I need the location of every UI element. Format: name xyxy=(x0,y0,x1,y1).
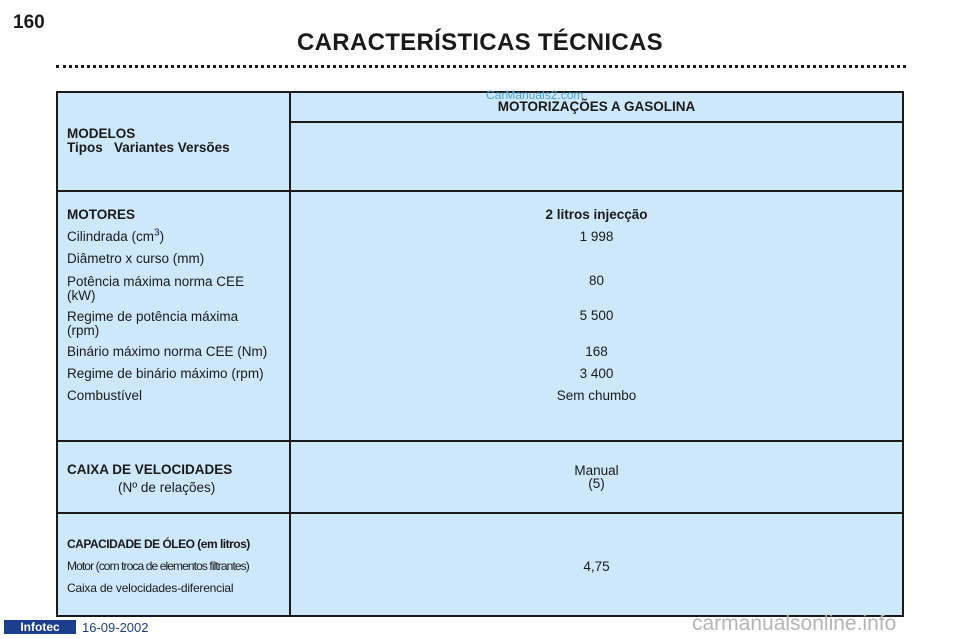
value-cilindrada: 1 998 xyxy=(579,229,614,244)
value-regime-binario: 3 400 xyxy=(579,366,614,381)
value-oleo: 4,75 xyxy=(583,559,610,574)
section-divider xyxy=(58,190,902,192)
footer-date: 16-09-2002 xyxy=(82,620,149,635)
caixa-title: CAIXA DE VELOCIDADES xyxy=(67,462,233,477)
watermark-top: CarManuals2.com xyxy=(486,88,584,102)
label-potencia-unit: (kW) xyxy=(67,288,96,303)
motores-title: MOTORES xyxy=(67,207,136,222)
label-binario: Binário máximo norma CEE (Nm) xyxy=(67,344,268,359)
label-oleo-motor: Motor (com troca de elementos filtrantes) xyxy=(67,559,249,573)
oleo-title: CAPACIDADE DE ÓLEO (em litros) xyxy=(67,537,250,551)
label-oleo-caixa: Caixa de velocidades-diferencial xyxy=(67,581,234,595)
label-potencia: Potência máxima norma CEE xyxy=(67,274,245,289)
modelos-subtitle: Tipos Variantes Versões xyxy=(67,140,230,155)
label-regime-binario: Regime de binário máximo (rpm) xyxy=(67,366,264,381)
page-number: 160 xyxy=(13,12,45,33)
label-diametro: Diâmetro x curso (mm) xyxy=(67,251,205,266)
header-gasoline-engines: MOTORIZAÇÕES A GASOLINA xyxy=(497,99,696,114)
section-divider xyxy=(58,440,902,442)
label-combustivel: Combustível xyxy=(67,388,143,403)
modelos-title: MODELOS xyxy=(67,126,136,141)
page-title: CARACTERÍSTICAS TÉCNICAS xyxy=(297,29,663,56)
value-combustivel: Sem chumbo xyxy=(556,388,637,403)
label-regime-potencia-unit: (rpm) xyxy=(67,323,100,338)
infotec-logo: Infotec xyxy=(4,620,76,634)
section-divider xyxy=(58,512,902,514)
value-binario: 168 xyxy=(585,344,608,359)
spec-table xyxy=(56,91,904,617)
dotted-divider xyxy=(56,65,906,68)
value-caixa-tipo: Manual xyxy=(574,463,619,478)
engine-name: 2 litros injecção xyxy=(545,207,648,222)
header-divider xyxy=(289,121,902,123)
caixa-subtitle: (Nº de relações) xyxy=(118,480,216,495)
value-caixa-relacoes: (5) xyxy=(588,476,605,491)
value-potencia: 80 xyxy=(588,273,605,288)
watermark-bottom: carmanualsonline.info xyxy=(692,612,897,635)
value-regime-potencia: 5 500 xyxy=(579,308,614,323)
label-cilindrada: Cilindrada $(cm^3)$ xyxy=(67,227,165,244)
label-regime-potencia: Regime de potência máxima xyxy=(67,309,239,324)
